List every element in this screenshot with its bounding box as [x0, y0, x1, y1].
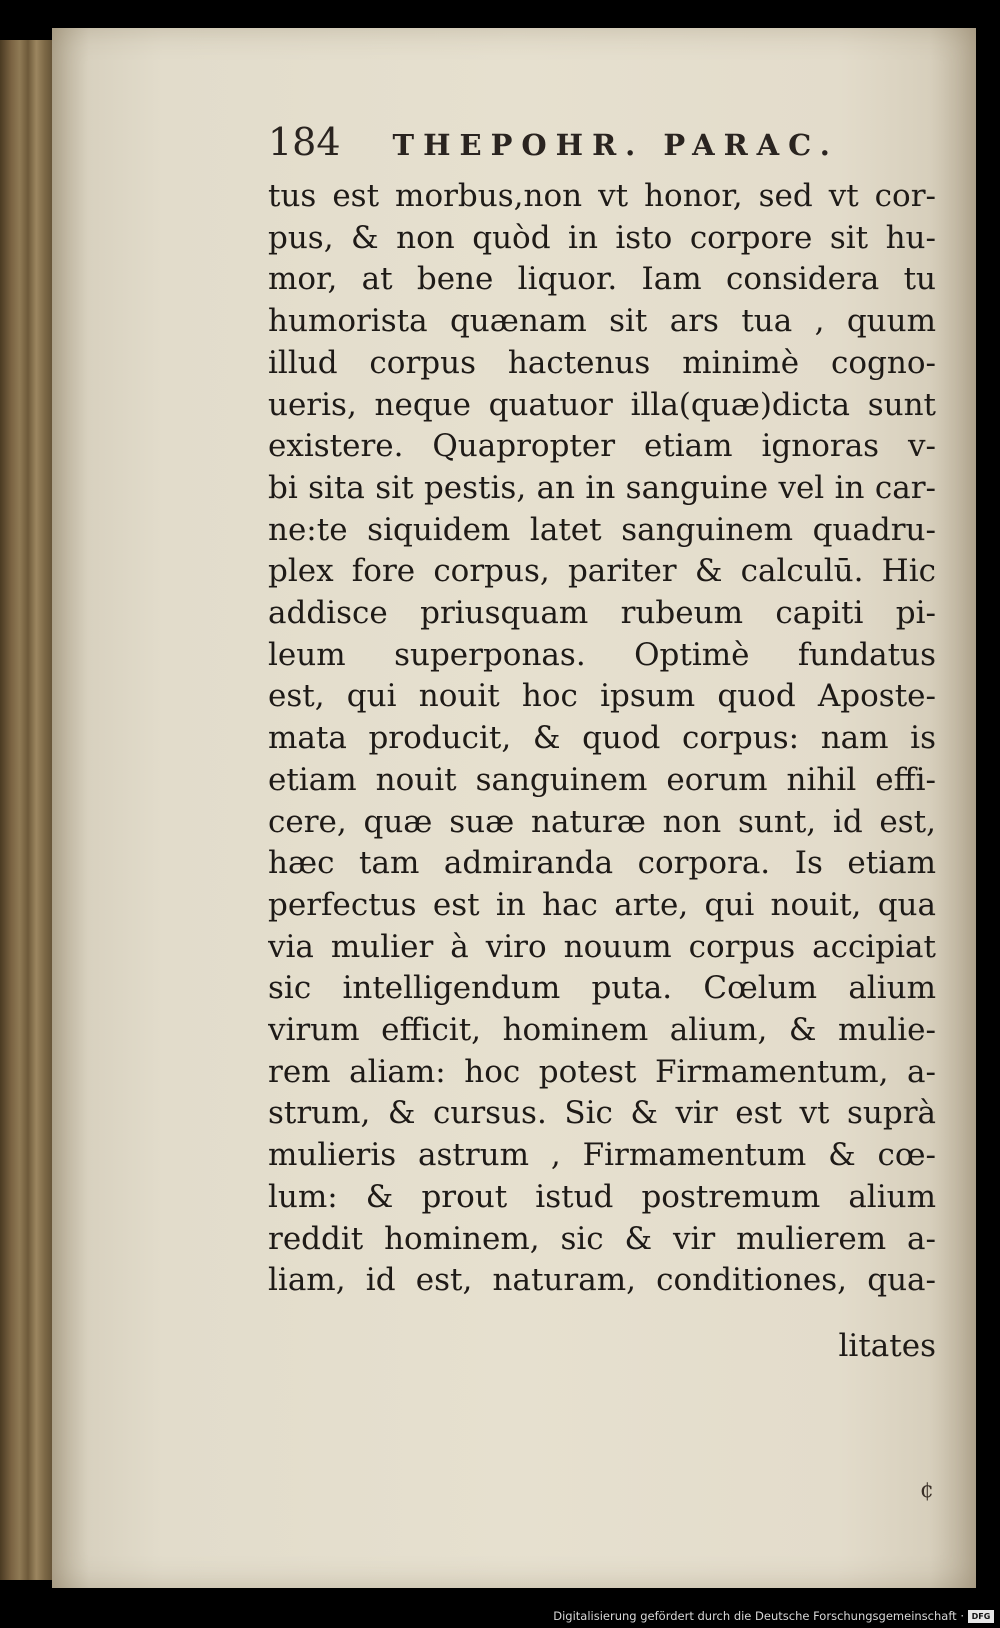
body-text — [268, 176, 936, 1302]
text-line: pus, & non quòd in isto corpore sit hu- — [268, 219, 936, 256]
book-page — [52, 28, 976, 1588]
text-line: tus est morbus,non vt honor, sed vt cor- — [268, 178, 936, 214]
text-line: virum efficit, hominem alium, & mulie- — [268, 1012, 936, 1049]
digitization-footer — [0, 1604, 1000, 1628]
text-line: plex fore corpus, pariter & calculū. Hic — [268, 553, 936, 590]
running-head — [268, 120, 908, 164]
text-line: rem aliam: hoc potest Firmamentum, a- — [268, 1053, 936, 1090]
text-line: etiam nouit sanguinem eorum nihil effi- — [268, 761, 936, 798]
text-line: liam, id est, naturam, conditiones, qua- — [268, 1262, 936, 1299]
text-line: via mulier à viro nouum corpus accipiat — [268, 928, 936, 965]
margin-mark: ¢ — [920, 1478, 934, 1503]
text-line: existere. Quapropter etiam ignoras v- — [268, 428, 936, 465]
text-line: perfectus est in hac arte, qui nouit, qua — [268, 886, 936, 923]
text-line: ne:te siquidem latet sanguinem quadru- — [268, 511, 936, 548]
funding-credit: Digitalisierung gefördert durch die Deutsche Forschungsgemeinschaft · — [553, 1609, 964, 1623]
text-line: bi sita sit pestis, an in sanguine vel in car- — [268, 469, 936, 506]
catchword: litates — [838, 1328, 936, 1364]
text-line: ueris, neque quatuor illa(quæ)dicta sunt — [268, 386, 936, 423]
page-number: 184 — [268, 120, 341, 164]
text-line: humorista quænam sit ars tua , quum — [268, 303, 936, 340]
text-line: cere, quæ suæ naturæ non sunt, id est, — [268, 803, 936, 840]
text-line: est, qui nouit hoc ipsum quod Aposte- — [268, 678, 936, 715]
text-line: lum: & prout istud postremum alium — [268, 1178, 936, 1215]
text-line: mata producit, & quod corpus: nam is — [268, 720, 936, 757]
text-line: reddit hominem, sic & vir mulierem a- — [268, 1220, 936, 1257]
text-line: sic intelligendum puta. Cœlum alium — [268, 970, 936, 1007]
text-line: strum, & cursus. Sic & vir est vt suprà — [268, 1095, 936, 1132]
dfg-logo: DFG — [968, 1610, 994, 1623]
text-line: leum superponas. Optimè fundatus — [268, 636, 936, 673]
text-line: illud corpus hactenus minimè cogno- — [268, 344, 936, 381]
text-line: mulieris astrum , Firmamentum & cœ- — [268, 1137, 936, 1174]
book-page-edges — [0, 40, 56, 1580]
text-line: hæc tam admiranda corpora. Is etiam — [268, 845, 936, 882]
text-line: mor, at bene liquor. Iam considera tu — [268, 261, 936, 298]
text-line: addisce priusquam rubeum capiti pi- — [268, 595, 936, 632]
running-title: THEPOHR. PARAC. — [392, 128, 839, 162]
